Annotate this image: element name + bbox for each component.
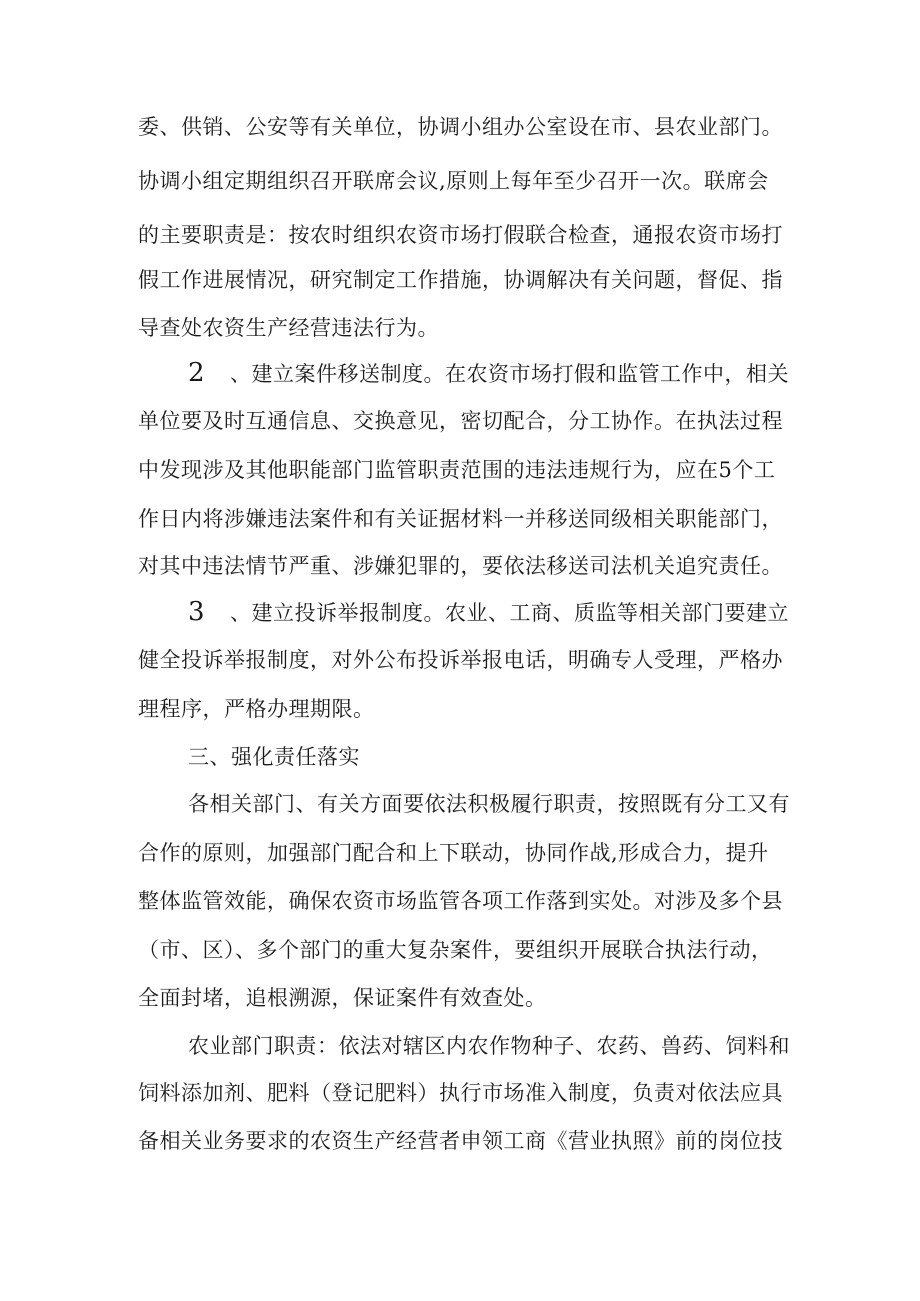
text-line: 的主要职责是：按农时组织农资市场打假联合检查，通报农资市场打 — [138, 223, 783, 247]
text-line: 、建立案件移送制度。在农资市场打假和监管工作中，相关 — [230, 362, 789, 386]
text-line: 农业部门职责：依法对辖区内农作物种子、农药、兽药、饲料和 — [188, 1034, 790, 1058]
text-line: 中发现涉及其他职能部门监管职责范围的违法违规行为，应在5个工 — [138, 458, 776, 482]
text-line: 导查处农资生产经营违法行为。 — [138, 316, 439, 340]
text-line: 整体监管效能，确保农资市场监管各项工作落到实处。对涉及多个县 — [138, 889, 783, 913]
text-line: 备相关业务要求的农资生产经营者申领工商《营业执照》前的岗位技 — [138, 1129, 783, 1153]
text-line: 合作的原则，加强部门配合和上下联动，协同作战,形成合力，提升 — [138, 841, 769, 865]
text-line: 饲料添加剂、肥料（登记肥料）执行市场准入制度，负责对依法应具 — [138, 1081, 783, 1105]
text-line: 各相关部门、有关方面要依法积极履行职责，按照既有分工又有 — [188, 792, 790, 816]
text-line: 健全投诉举报制度，对外公布投诉举报电话，明确专人受理，严格办 — [138, 648, 783, 672]
text-line: 假工作进展情况，研究制定工作措施，协调解决有关问题，督促、指 — [138, 268, 783, 292]
text-line: 全面封堵，追根溯源，保证案件有效查处。 — [138, 986, 547, 1010]
text-line: （市、区）、多个部门的重大复杂案件，要组织开展联合执法行动， — [138, 938, 773, 962]
text-line: 作日内将涉嫌违法案件和有关证据材料一并移送同级相关职能部门， — [138, 507, 783, 531]
text-line: 委、供销、公安等有关单位，协调小组办公室设在市、县农业部门。 — [138, 115, 783, 139]
text-line: 理程序，严格办理期限。 — [138, 697, 375, 721]
numbered-paragraph-3 — [188, 597, 789, 628]
section-heading: 三、强化责任落实 — [188, 745, 360, 769]
text-line: 协调小组定期组织召开联席会议,原则上每年至少召开一次。联席会 — [138, 169, 769, 193]
text-line: 、建立投诉举报制度。农业、工商、质监等相关部门要建立 — [230, 601, 789, 625]
item-number: 3 — [188, 597, 206, 627]
text-line: 对其中违法情节严重、涉嫌犯罪的，要依法移送司法机关追究责任。 — [138, 554, 783, 578]
item-number: 2 — [188, 358, 206, 388]
text-line: 单位要及时互通信息、交换意见，密切配合，分工协作。在执法过程 — [138, 409, 783, 433]
numbered-paragraph-2 — [188, 358, 789, 389]
